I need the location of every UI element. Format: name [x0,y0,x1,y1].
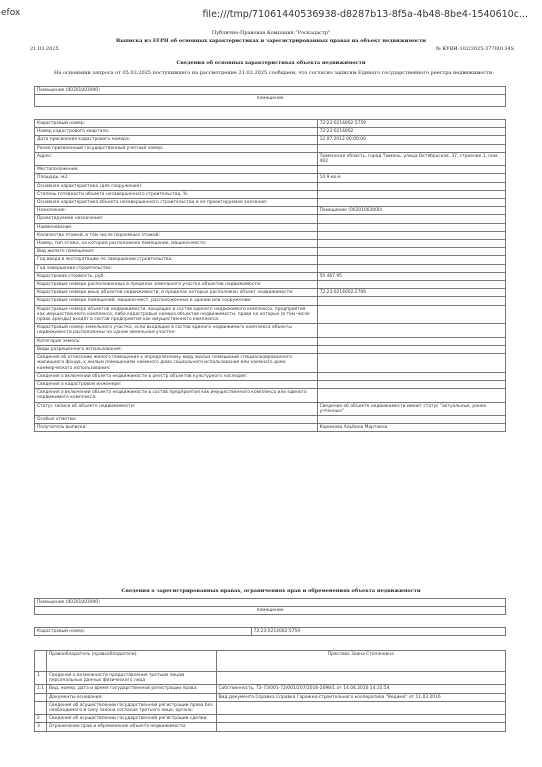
characteristic-row [35,272,506,280]
rights-value [216,672,505,685]
object-label: Помещение (00201003000) [35,87,506,95]
rights-value [216,723,505,731]
characteristic-key: Категория земель: [35,337,318,345]
file-url[interactable]: file:///tmp/71061440536938-d8287b13-8f5a-4b48-8be4-1540610c... [202,9,528,20]
characteristic-key: Дата присвоения кадастрового номера: [35,136,318,144]
characteristic-value: 50 467.95 [317,272,505,280]
characteristic-value [317,297,505,305]
rights-row [35,723,506,731]
characteristic-row [35,372,506,380]
document-title: Выписка из ЕГРН об основных характеристиках и зарегистрированных правах на объект недвижимости [115,38,427,44]
characteristic-row [35,215,506,223]
characteristic-row [35,231,506,239]
characteristic-row [35,256,506,264]
characteristic-row [35,264,506,272]
rights-row [35,701,506,714]
characteristic-value [317,215,505,223]
characteristic-value [317,354,505,373]
document-number: № КУВИ-102/2025-37700134S [435,46,514,52]
characteristic-value [317,372,505,380]
characteristic-row [35,166,506,174]
object-type: помещение [35,95,506,107]
characteristic-value: Кормнова Альбина Мартовна [317,424,505,432]
characteristic-value [317,256,505,264]
characteristic-key: Кадастровая стоимость, руб.: [35,272,318,280]
characteristic-key: Вид жилого помещения: [35,248,318,256]
characteristic-row [35,337,506,345]
characteristic-row [35,223,506,231]
holder-header: Правообладатель (правообладатели): [46,651,216,672]
rights-value [216,701,505,714]
characteristic-value [317,281,505,289]
characteristic-key: Год завершения строительства: [35,264,318,272]
characteristic-value: Тюменская область, город Тюмень, улица Октябрьская, 37, строение 1, пом. 402 [317,152,505,165]
rights-number: 1 [35,672,47,685]
characteristic-key: Кадастровый номер земельного участка, если входящие в состав единого недвижимого комплекса объекты недвижимости расположены на одном земельном участке: [35,324,318,337]
characteristic-value [317,144,505,152]
rights-number: 3 [35,723,47,731]
rights-number: 1.1 [35,685,47,693]
characteristic-key: Основная характеристика (для сооружения): [35,182,318,190]
rights-row [35,715,506,723]
characteristic-key: Сведения о кадастровом инженере: [35,380,318,388]
rights-key: Вид, номер, дата и время государственной регистрации права: [46,685,216,693]
s2-object-label: Помещение (00201003000) [35,599,506,607]
characteristic-value: Сведения об объекте недвижимости имеют статус "актуальные, ранее учтенные" [317,402,505,415]
characteristic-key: Сведения о включении объекта недвижимости в реестр объектов культурного наследия: [35,372,318,380]
characteristic-row [35,297,506,305]
characteristic-value [317,264,505,272]
characteristic-row [35,305,506,324]
characteristic-value [317,231,505,239]
characteristic-row [35,424,506,432]
s2-object-type: помещение [35,607,506,615]
rights-key: Документы-основания: [46,693,216,701]
characteristic-row [35,248,506,256]
characteristic-key: Год ввода в эксплуатацию по завершении строительства: [35,256,318,264]
browser-header [0,0,542,28]
characteristic-row [35,289,506,297]
characteristic-value [317,345,505,353]
characteristic-row [35,345,506,353]
rights-key: Сведения об осуществлении государственной регистрации сделки: [46,715,216,723]
browser-app-fragment: efox [1,8,21,18]
rights-value: Собственность, 72-73/001-72/001/207/2016-2098/1 от 14.04.2016 14:35:54 [216,685,505,693]
section1-title: Сведения об основных характеристиках объекта недвижимости [176,60,366,66]
characteristic-row [35,136,506,144]
characteristic-key: Кадастровые номера расположенных в пределах земельного участка объектов недвижимости: [35,281,318,289]
characteristic-key: Проектируемое назначение: [35,215,318,223]
characteristic-row [35,182,506,190]
rights-table [34,650,506,732]
characteristic-value [317,324,505,337]
agency-name: Публично-Правовая Компания "Роскадастр" [211,30,331,36]
characteristic-row [35,144,506,152]
characteristic-key: Назначение: [35,207,318,215]
characteristic-row [35,415,506,423]
characteristic-value: 12.07.2012 00:00:00 [317,136,505,144]
document-date: 21.03.2025 [30,46,59,52]
characteristic-value [317,166,505,174]
characteristic-key: Основная характеристика объекта незавершенного строительства и ее проектируемое значение: [35,199,318,207]
characteristic-key: Количество этажей, в том числе подземных этажей: [35,231,318,239]
rights-number: 2 [35,715,47,723]
characteristic-value [317,240,505,248]
characteristic-row [35,281,506,289]
characteristic-row [35,207,506,215]
characteristic-key: Адрес: [35,152,318,165]
holder-name: Пряслова Заяна Степановна [216,651,505,672]
rights-row [35,672,506,685]
characteristic-row [35,120,506,128]
s2-cadastral-val: 72:23:0214002:5759 [251,628,505,636]
rights-key: Сведения об осуществлении государственной регистрации права без необходимого в силу закона согласия третьего лица, органа: [46,701,216,714]
characteristic-value: 72:23:0214002:2709 [317,289,505,297]
s2-cadastral-key: Кадастровый номер: [35,628,252,636]
characteristic-row [35,389,506,402]
characteristic-value [317,415,505,423]
characteristic-key: Площадь, м2: [35,174,318,182]
intro-text: На основании запроса от 05.03.2025 поступившего на рассмотрение 21.03.2025 сообщаем, что согласно записям Единого государственного реестра недвижимости: [54,70,494,76]
characteristic-value: 72:23:0214002 [317,128,505,136]
characteristic-value [317,248,505,256]
characteristic-key: Наименование: [35,223,318,231]
characteristic-row [35,402,506,415]
characteristic-key: Кадастровые номера объектов недвижимости, входящих в состав единого недвижимого комплекса, предприятия как имущественного комплекса, либо кадастровые номера объектов недвижимости, права на которые (в том числе право аренды) входят в состав предприятия как имущественного комплекса: [35,305,318,324]
characteristic-key: Сведения об отнесении жилого помещения к определенному виду жилых помещений специализированного жилищного фонда, к жилым помещениям наемного дома социального использования или наемного дома коммерческого использования: [35,354,318,373]
characteristics-table [34,119,506,432]
section2-title: Сведения о зарегистрированных правах, ограничениях прав и обременениях объекта недвижимости [121,588,421,594]
rights-number [35,693,47,701]
characteristic-key: Статус записи об объекте недвижимости: [35,402,318,415]
rights-key: Сведения о возможности предоставления третьим лицам персональных данных физического лица [46,672,216,685]
characteristic-key: Номер кадастрового квартала: [35,128,318,136]
characteristic-key: Виды разрешенного использования: [35,345,318,353]
characteristic-value [317,182,505,190]
characteristic-key: Кадастровый номер: [35,120,318,128]
characteristic-row [35,324,506,337]
characteristic-value [317,223,505,231]
rights-row [35,685,506,693]
characteristic-value: 72:23:0214002:5759 [317,120,505,128]
characteristic-row [35,199,506,207]
characteristic-row [35,380,506,388]
characteristic-value [317,337,505,345]
characteristic-key: Номер, тип этажа, на котором расположено помещение, машино-место: [35,240,318,248]
rights-row [35,693,506,701]
characteristic-row [35,128,506,136]
characteristic-key: Степень готовности объекта незавершенного строительства, %: [35,190,318,198]
characteristic-key: Кадастровые номера помещений, машино-мест, расположенных в здании или сооружении: [35,297,318,305]
characteristic-value [317,199,505,207]
characteristic-row [35,152,506,165]
characteristic-row [35,240,506,248]
characteristic-value: 14.9 кв.м [317,174,505,182]
characteristic-key: Получатель выписки: [35,424,318,432]
rights-value [216,715,505,723]
characteristic-value: Помещение (00201003000) [317,207,505,215]
rights-number [35,701,47,714]
characteristic-row [35,174,506,182]
characteristic-row [35,354,506,373]
characteristic-key: Особые отметки: [35,415,318,423]
characteristic-value [317,305,505,324]
characteristic-key: Местоположение: [35,166,318,174]
rights-value: Вид документа Справка Справка Гаражно-строительного кооператива "Ведима" от 11.03.2016 [216,693,505,701]
characteristic-key: Сведения о включении объекта недвижимости в состав предприятия как имущественного комплекса или единого недвижимого комплекса: [35,389,318,402]
characteristic-row [35,190,506,198]
characteristic-value [317,389,505,402]
characteristic-key: Ранее присвоенный государственный учетный номер: [35,144,318,152]
document-page [18,28,524,767]
rights-key: Ограничение прав и обременение объекта недвижимости: [46,723,216,731]
characteristic-key: Кадастровые номера иных объектов недвижимости, в пределах которых расположен объект недвижимости: [35,289,318,297]
characteristic-value [317,380,505,388]
characteristic-value [317,190,505,198]
